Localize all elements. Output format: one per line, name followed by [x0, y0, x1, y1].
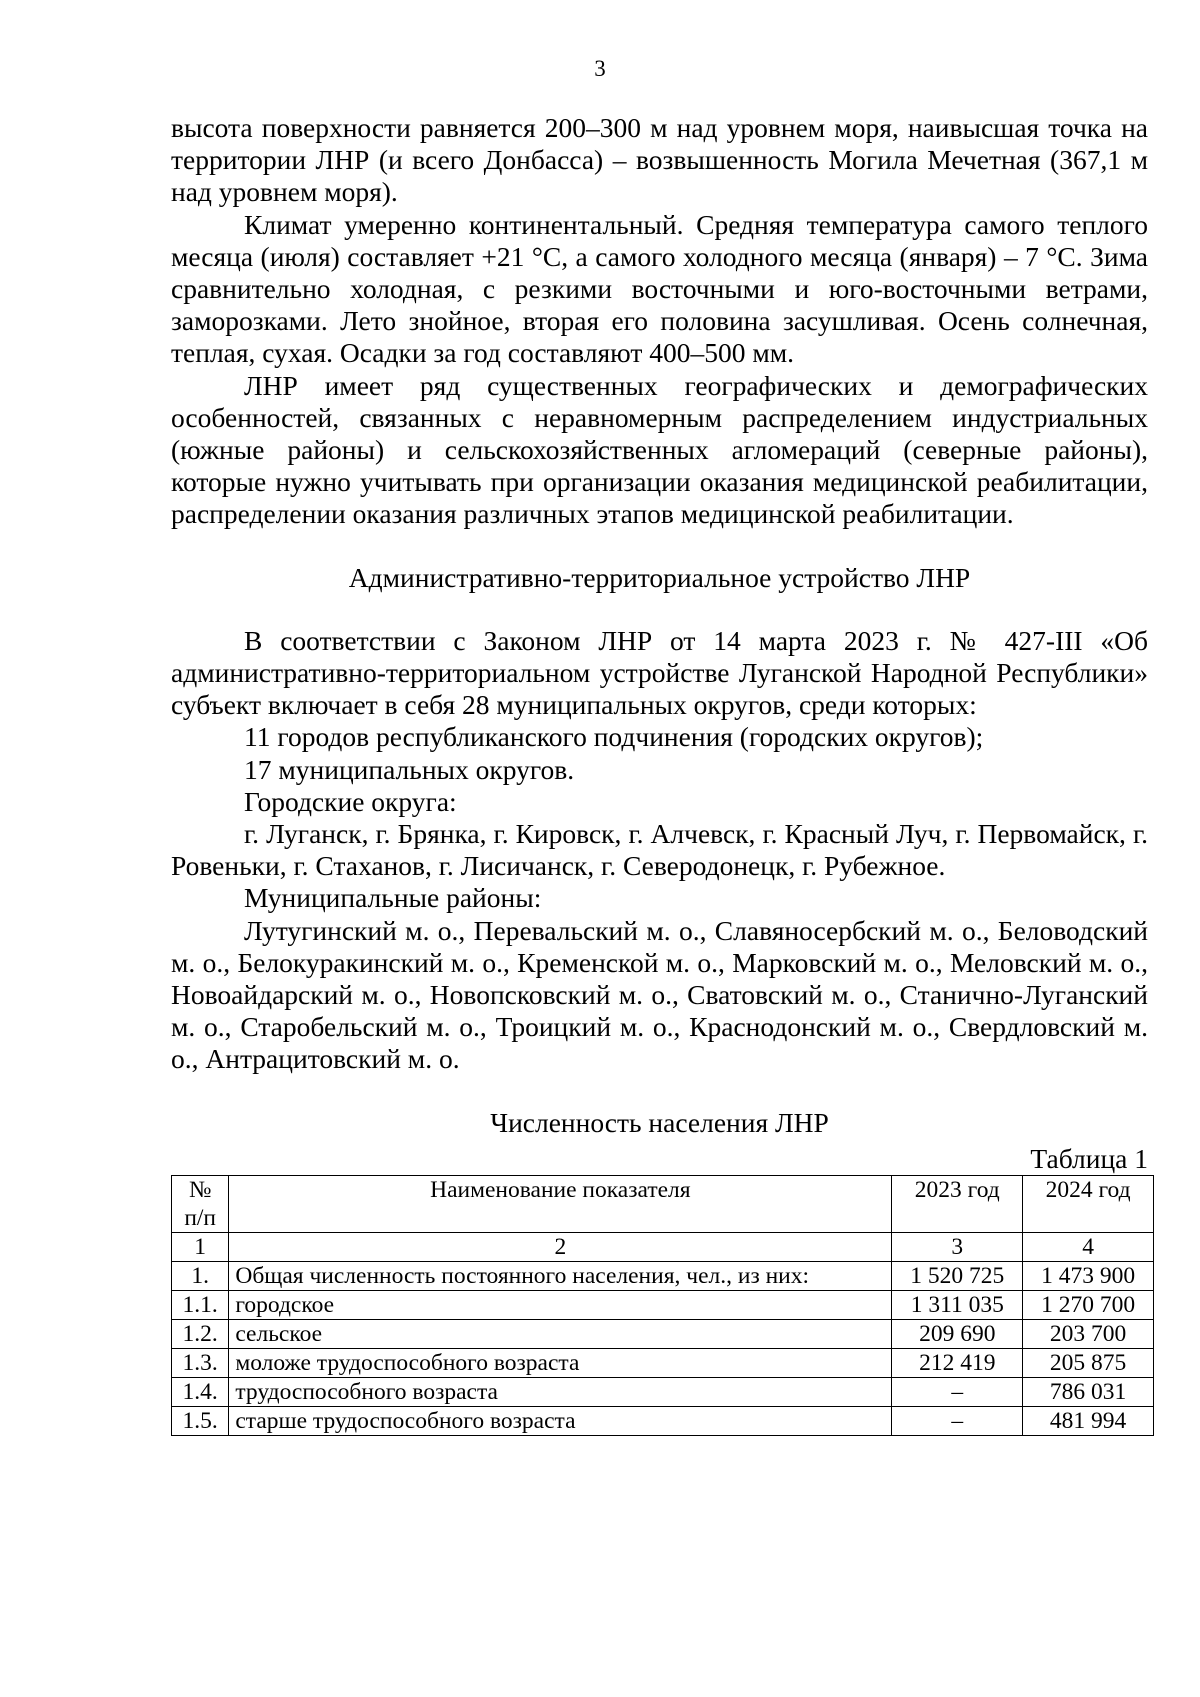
paragraph-climate: Климат умеренно континентальный. Средняя температура самого теплого месяца (июля) составляет +21 °С, а самого холодного месяца (января) – 7 °С. Зима сравнительно холодная, с резкими восточными и юго-восточными ветрами, заморозками. Лето знойное, вторая его половина засушливая. Осень солнечная, теплая, сухая. Осадки за год составляют 400–500 мм.	[171, 208, 1148, 369]
row-indicator: Общая численность постоянного населения, чел., из них:	[229, 1262, 892, 1291]
admin-line-cities-count: 11 городов республиканского подчинения (городских округов);	[244, 721, 984, 753]
table-row	[172, 1262, 1154, 1291]
header-2023: 2023 год	[892, 1176, 1023, 1233]
row-value-2024: 1 270 700	[1023, 1291, 1154, 1320]
row-value-2023: –	[892, 1407, 1023, 1436]
row-indicator: городское	[229, 1291, 892, 1320]
header-number: № п/п	[172, 1176, 229, 1233]
row-number: 1.5.	[172, 1407, 229, 1436]
table-row	[172, 1407, 1154, 1436]
admin-intro: В соответствии с Законом ЛНР от 14 марта 2023 г. № 427-III «Об административно-территориальном устройстве Луганской Народной Республики» субъект включает в себя 28 муниципальных округов, среди которых:	[171, 624, 1148, 721]
table-row	[172, 1349, 1154, 1378]
page-number: 3	[594, 56, 606, 81]
paragraph-features: ЛНР имеет ряд существенных географических и демографических особенностей, связанных с неравномерным распределением индустриальных (южные районы) и сельскохозяйственных агломераций (северные районы), которые нужно учитывать при организации оказания медицинской реабилитации, распределении оказания различных этапов медицинской реабилитации.	[171, 369, 1148, 530]
table-label: Таблица 1	[1030, 1142, 1148, 1174]
table-row	[172, 1320, 1154, 1349]
table-column-numbers-row	[172, 1233, 1154, 1262]
row-number: 1.3.	[172, 1349, 229, 1378]
row-value-2023: 209 690	[892, 1320, 1023, 1349]
document-body	[171, 112, 1148, 1436]
col-number-2: 2	[229, 1233, 892, 1262]
row-indicator: сельское	[229, 1320, 892, 1349]
row-indicator: старше трудоспособного возраста	[229, 1407, 892, 1436]
table-row	[172, 1378, 1154, 1407]
col-number-4: 4	[1023, 1233, 1154, 1262]
row-value-2023: 1 520 725	[892, 1262, 1023, 1291]
paragraph-elevation: высота поверхности равняется 200–300 м над уровнем моря, наивысшая точка на территории ЛНР (и всего Донбасса) – возвышенность Могила Мечетная (367,1 м над уровнем моря).	[171, 112, 1148, 208]
districts-list: Лутугинский м. о., Перевальский м. о., Славяносербский м. о., Беловодский м. о., Белокуракинский м. о., Кременской м. о., Марковский м. о., Меловский м. о., Новоайдарский м. о., Новопсковский м. о., Сватовский м. о., Станично-Луганский м. о., Старобельский м. о., Троицкий м. о., Краснодонский м. о., Свердловский м. о., Антрацитовский м. о.	[171, 914, 1148, 1075]
row-value-2024: 786 031	[1023, 1378, 1154, 1407]
row-value-2024: 1 473 900	[1023, 1262, 1154, 1291]
row-number: 1.	[172, 1262, 229, 1291]
col-number-3: 3	[892, 1233, 1023, 1262]
row-number: 1.1.	[172, 1291, 229, 1320]
row-value-2023: 212 419	[892, 1349, 1023, 1378]
row-indicator: моложе трудоспособного возраста	[229, 1349, 892, 1378]
districts-label: Муниципальные районы:	[244, 882, 542, 914]
table-header-row	[172, 1176, 1154, 1233]
table-row	[172, 1291, 1154, 1320]
row-value-2023: 1 311 035	[892, 1291, 1023, 1320]
row-value-2024: 203 700	[1023, 1320, 1154, 1349]
row-value-2023: –	[892, 1378, 1023, 1407]
admin-line-districts-count: 17 муниципальных округов.	[244, 753, 575, 785]
population-table	[171, 1175, 1154, 1436]
row-value-2024: 481 994	[1023, 1407, 1154, 1436]
admin-heading: Административно-территориальное устройство ЛНР	[348, 561, 971, 593]
cities-label: Городские округа:	[244, 785, 457, 817]
row-value-2024: 205 875	[1023, 1349, 1154, 1378]
col-number-1: 1	[172, 1233, 229, 1262]
cities-list: г. Луганск, г. Брянка, г. Кировск, г. Алчевск, г. Красный Луч, г. Первомайск, г. Ровеньки, г. Стаханов, г. Лисичанск, г. Северодонецк, г. Рубежное.	[171, 818, 1148, 882]
table-title: Численность населения ЛНР	[490, 1106, 829, 1138]
header-2024: 2024 год	[1023, 1176, 1154, 1233]
row-number: 1.4.	[172, 1378, 229, 1407]
row-number: 1.2.	[172, 1320, 229, 1349]
header-indicator: Наименование показателя	[229, 1176, 892, 1233]
row-indicator: трудоспособного возраста	[229, 1378, 892, 1407]
